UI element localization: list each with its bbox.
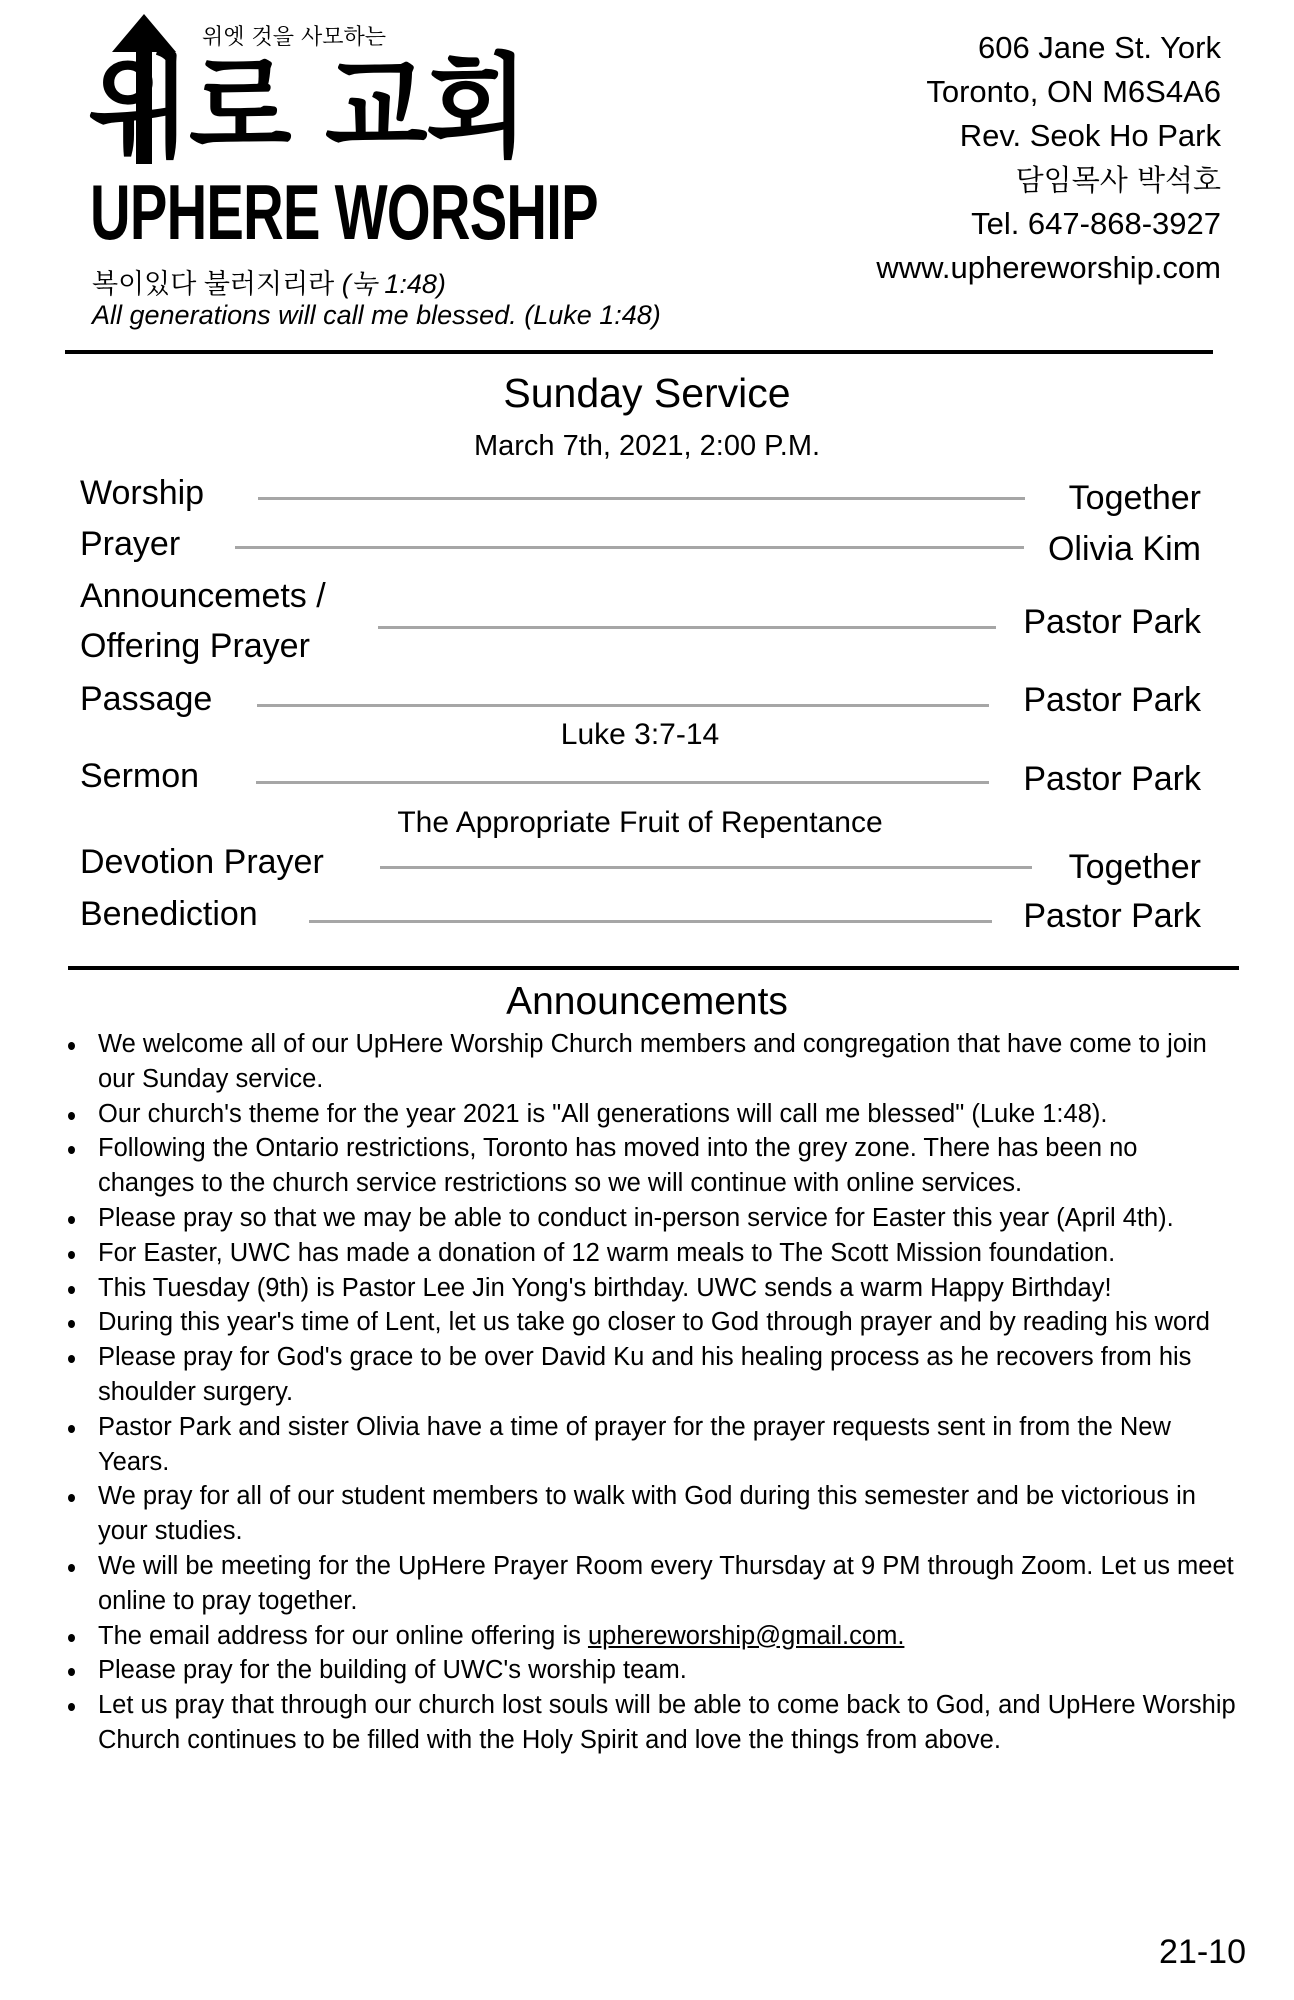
- bullet-icon: [68, 1286, 75, 1294]
- bullet-icon: [68, 1494, 75, 1502]
- order-label: Benediction: [80, 895, 258, 933]
- bullet-icon: [68, 1355, 75, 1363]
- logo-english-name: UPHERE WORSHIP: [90, 168, 598, 256]
- announcement-text: The email address for our online offering is: [98, 1621, 588, 1650]
- logo-korean-name: 위로 교회: [88, 43, 527, 173]
- page-number: 21-10: [1159, 1933, 1246, 1971]
- bullet-icon: [68, 1216, 75, 1224]
- order-leader-line: [257, 704, 989, 707]
- contact-block: [876, 26, 1221, 290]
- order-leader-line: [380, 866, 1032, 869]
- bullet-icon: [68, 1703, 75, 1711]
- order-leader-line: [378, 626, 996, 629]
- announcement-item: [98, 1027, 1238, 1097]
- announcement-item: [98, 1479, 1238, 1549]
- announcement-item: [98, 1271, 1238, 1306]
- announcement-item: [98, 1549, 1238, 1619]
- address-line2: Toronto, ON M6S4A6: [926, 74, 1221, 109]
- order-label-line2: Offering Prayer: [80, 627, 310, 665]
- motto-korean: [92, 262, 446, 301]
- order-label: Devotion Prayer: [80, 843, 324, 881]
- order-leader: Pastor Park: [1023, 760, 1201, 798]
- announcement-item: [98, 1619, 1238, 1654]
- pastor-english: Rev. Seok Ho Park: [959, 118, 1221, 153]
- bullet-icon: [68, 1668, 75, 1676]
- bullet-icon: [68, 1251, 75, 1259]
- order-leader-line: [235, 546, 1024, 549]
- announcement-text: Please pray for God's grace to be over David Ku and his healing process as he recovers from his shoulder surgery.: [98, 1343, 1192, 1406]
- motto-korean-ref: (눅 1:48): [341, 269, 446, 299]
- announcement-text: Please pray so that we may be able to conduct in-person service for Easter this year (April 4th).: [98, 1203, 1174, 1232]
- order-leader-line: [258, 497, 1025, 500]
- service-datetime: March 7th, 2021, 2:00 P.M.: [473, 430, 821, 462]
- announcement-text: Let us pray that through our church lost souls will be able to come back to God, and UpHere Worship Church continues to be filled with the Holy Spirit and love the things from above.: [98, 1691, 1236, 1754]
- order-label: Prayer: [80, 525, 181, 563]
- order-leader: Pastor Park: [1023, 681, 1201, 719]
- announcement-text: For Easter, UWC has made a donation of 12 warm meals to The Scott Mission foundation.: [98, 1238, 1116, 1267]
- order-leader-line: [256, 781, 989, 784]
- service-divider: [68, 966, 1239, 970]
- announcement-item: [98, 1236, 1238, 1271]
- announcement-item: [98, 1688, 1238, 1758]
- announcement-text: Following the Ontario restrictions, Toronto has moved into the grey zone. There has been no changes to the church service restrictions so we will continue with online services.: [98, 1134, 1138, 1198]
- announcement-text: We welcome all of our UpHere Worship Church members and congregation that have come to join our Sunday service.: [98, 1030, 1207, 1093]
- sermon-title: The Appropriate Fruit of Repentance: [397, 806, 883, 839]
- motto-korean-text: 복이있다 불러지리라: [92, 269, 342, 299]
- offering-email-link[interactable]: uphereworship@gmail.com.: [587, 1621, 905, 1650]
- announcement-item: [98, 1201, 1238, 1236]
- order-label: Passage: [80, 680, 213, 718]
- announcement-text: We will be meeting for the UpHere Prayer Room every Thursday at 9 PM through Zoom. Let us meet online to pray together.: [98, 1551, 1234, 1615]
- service-title: Sunday Service: [503, 370, 791, 416]
- bullet-icon: [68, 1634, 75, 1642]
- bullet-icon: [68, 1425, 75, 1433]
- order-leader: Pastor Park: [1023, 897, 1201, 935]
- announcement-item: [98, 1410, 1238, 1480]
- logo-tagline: 위엣 것을 사모하는: [202, 25, 387, 50]
- announcement-item: [98, 1305, 1238, 1340]
- announcement-item: [98, 1097, 1238, 1132]
- bullet-icon: [68, 1564, 75, 1572]
- announcement-text: During this year's time of Lent, let us take go closer to God through prayer and by reading his word: [98, 1308, 1210, 1337]
- header-divider: [65, 350, 1213, 354]
- order-label: Announcemets /: [80, 577, 326, 615]
- announcements-heading: Announcements: [506, 980, 788, 1023]
- announcements-list: [98, 1027, 1238, 1758]
- address-line1: 606 Jane St. York: [977, 30, 1221, 65]
- order-leader: Pastor Park: [1023, 603, 1201, 641]
- motto-english: All generations will call me blessed. (Luke 1:48): [92, 300, 661, 330]
- announcement-item: [98, 1653, 1238, 1688]
- announcement-item: [98, 1131, 1238, 1201]
- pastor-korean: 담임목사 박석호: [1015, 163, 1221, 197]
- order-leader: Olivia Kim: [1047, 530, 1201, 568]
- bullet-icon: [68, 1112, 75, 1120]
- order-leader-line: [309, 920, 992, 923]
- order-label: Worship: [80, 474, 205, 512]
- announcement-text: Please pray for the building of UWC's worship team.: [98, 1656, 687, 1685]
- order-leader: Together: [1068, 848, 1201, 886]
- order-leader: Together: [1068, 479, 1201, 517]
- bullet-icon: [68, 1320, 75, 1328]
- bullet-icon: [68, 1146, 75, 1154]
- announcement-text: We pray for all of our student members to walk with God during this semester and be victorious in your studies.: [98, 1482, 1196, 1546]
- announcement-text: Our church's theme for the year 2021 is "All generations will call me blessed" (Luke 1:48).: [98, 1099, 1108, 1128]
- bullet-icon: [68, 1042, 75, 1050]
- announcement-text: This Tuesday (9th) is Pastor Lee Jin Yong's birthday. UWC sends a warm Happy Birthday!: [98, 1273, 1112, 1302]
- announcement-item: [98, 1340, 1238, 1410]
- website-link[interactable]: www.uphereworship.com: [876, 250, 1221, 285]
- order-label: Sermon: [80, 757, 200, 795]
- phone: Tel. 647-868-3927: [971, 206, 1221, 241]
- announcement-text: Pastor Park and sister Olivia have a time of prayer for the prayer requests sent in from the New Years.: [98, 1412, 1171, 1476]
- passage-reference: Luke 3:7-14: [560, 718, 720, 751]
